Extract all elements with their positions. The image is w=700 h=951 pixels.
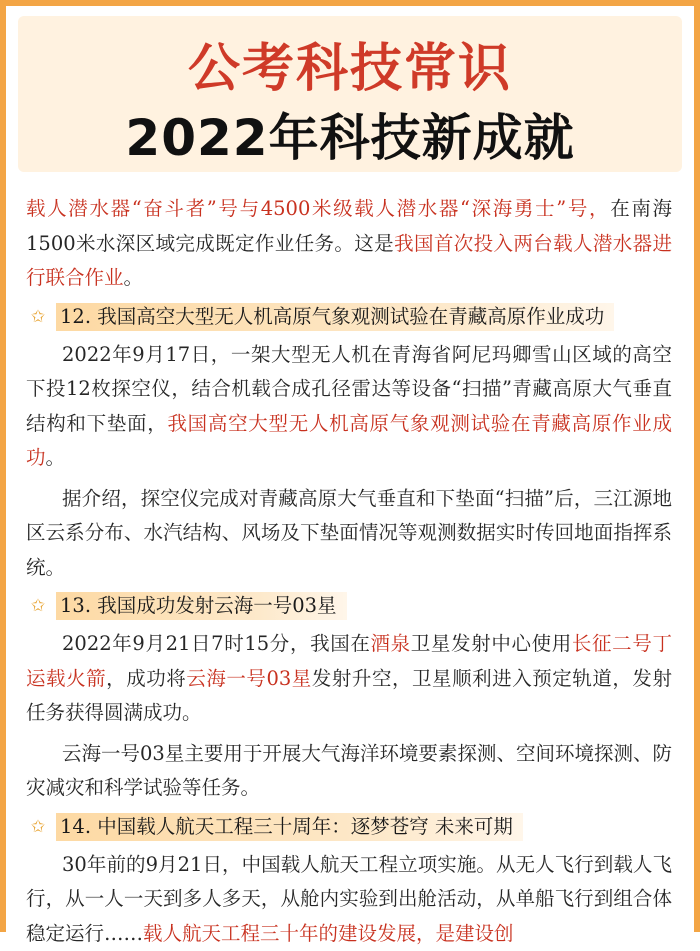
section-13-paragraph-2: 云海一号03星主要用于开展大气海洋环境要素探测、空间环境探测、防灾减灾和科学试验等任务。 bbox=[26, 737, 672, 806]
intro-highlight-a: 载人潜水器“奋斗者”号与4500米级载人潜水器“深海勇士”号， bbox=[26, 197, 610, 220]
section-heading-14 bbox=[26, 810, 672, 844]
section-heading-text: 14. 中国载人航天工程三十周年：逐梦苍穹 未来可期 bbox=[56, 813, 523, 841]
section-12-paragraph-2: 据介绍，探空仪完成对青藏高原大气垂直和下垫面“扫描”后，三江源地区云系分布、水汽结构、风场及下垫面情况等观测数据实时传回地面指挥系统。 bbox=[26, 482, 672, 586]
page-subtitle: 2022年科技新成就 bbox=[18, 98, 682, 170]
section-14-paragraph-1: 30年前的9月21日，中国载人航天工程立项实施。从无人飞行到载人飞行，从一人一天到多人多天，从舱内实验到出舱活动，从单船飞行到组合体稳定运行……载人航天工程三十年的建设发展，是建设创 bbox=[26, 848, 672, 951]
page-title: 公考科技常识 bbox=[18, 26, 682, 101]
section-13-paragraph-1: 2022年9月21日7时15分，我国在酒泉卫星发射中心使用长征二号丁运载火箭，成功将云海一号03星发射升空，卫星顺利进入预定轨道，发射任务获得圆满成功。 bbox=[26, 627, 672, 731]
intro-highlight-c: 我国首次投入两台载人潜水器进行联合作业 bbox=[26, 232, 672, 290]
section-heading-text: 12. 我国高空大型无人机高原气象观测试验在青藏高原作业成功 bbox=[56, 303, 614, 331]
section-heading-12 bbox=[26, 300, 672, 334]
section-heading-text: 13. 我国成功发射云海一号03星 bbox=[56, 592, 347, 620]
article-body bbox=[26, 192, 672, 951]
intro-paragraph bbox=[26, 192, 672, 296]
header-banner bbox=[18, 16, 682, 172]
section-13-highlight-1: 酒泉 bbox=[371, 632, 411, 655]
section-13-highlight-3: 云海一号03星 bbox=[186, 667, 312, 690]
section-12-paragraph-1: 2022年9月17日，一架大型无人机在青海省阿尼玛卿雪山区域的高空下投12枚探空仪，结合机载合成孔径雷达等设备“扫描”青藏高原大气垂直结构和下垫面，我国高空大型无人机高原气象观测试验在青藏高原作业成功。 bbox=[26, 338, 672, 476]
section-13-highlight-2: 长征二号丁运载火箭 bbox=[26, 632, 672, 690]
star-icon: ✩ bbox=[28, 810, 48, 844]
section-heading-13 bbox=[26, 589, 672, 623]
star-icon: ✩ bbox=[28, 300, 48, 334]
section-12-highlight: 我国高空大型无人机高原气象观测试验在青藏高原作业成功 bbox=[26, 412, 672, 470]
intro-text-d: 。 bbox=[124, 266, 144, 289]
star-icon: ✩ bbox=[28, 589, 48, 623]
intro-text-b: 在南海1500米水深区域完成既定作业任务。这是 bbox=[26, 197, 672, 255]
section-14-highlight: 载人航天工程三十年的建设发展，是建设创 bbox=[143, 922, 514, 945]
